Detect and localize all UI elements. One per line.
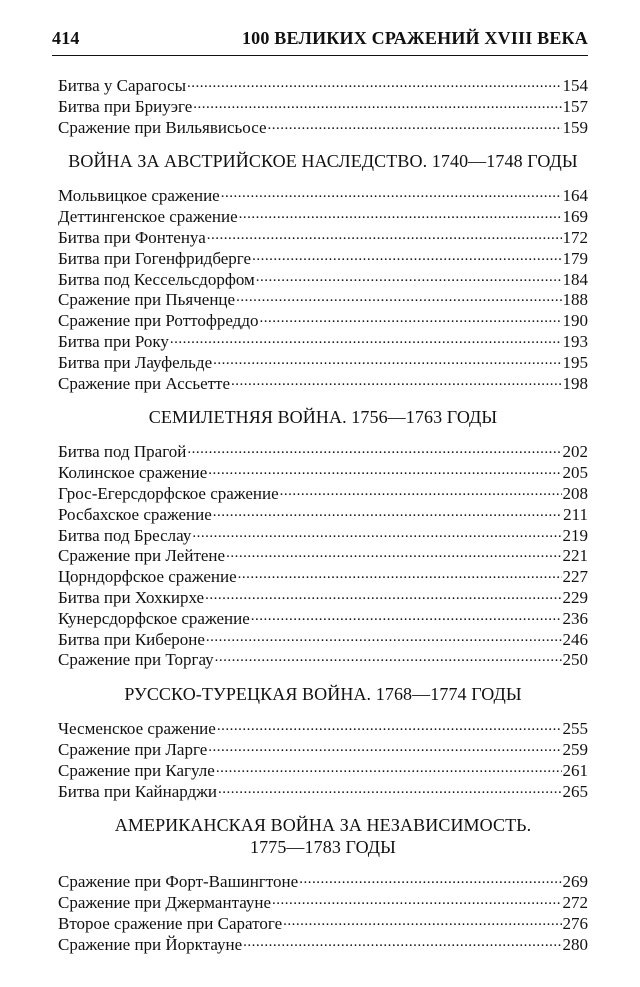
toc-section — [58, 683, 588, 800]
dot-leader — [268, 116, 562, 133]
dot-leader — [187, 74, 561, 91]
dot-leader — [280, 482, 562, 499]
page-number: 414 — [52, 28, 80, 48]
entry-title: Цорндорфское сражение — [58, 567, 237, 587]
toc-entry — [58, 184, 588, 205]
dot-leader — [221, 184, 562, 201]
dot-leader — [216, 759, 562, 776]
entry-list — [58, 74, 588, 136]
entry-title: Чесменское сражение — [58, 719, 216, 739]
entry-page-number: 172 — [562, 227, 588, 247]
entry-title: Сражение при Роттофреддо — [58, 311, 259, 331]
section-heading-line: РУССКО-ТУРЕЦКАЯ ВОЙНА. 1768—1774 ГОДЫ — [124, 684, 522, 705]
toc-section — [58, 406, 588, 669]
entry-page-number: 265 — [562, 781, 588, 801]
entry-list — [58, 440, 588, 669]
entry-title: Битва при Кайнарджи — [58, 781, 218, 801]
toc-entry — [58, 268, 588, 289]
entry-page-number: 164 — [562, 186, 588, 206]
entry-title: Битва при Фонтенуа — [58, 227, 206, 247]
toc-entry — [58, 759, 588, 780]
entry-page-number: 184 — [562, 269, 588, 289]
toc-entry — [58, 482, 588, 503]
entry-page-number: 193 — [562, 331, 588, 351]
entry-page-number: 211 — [563, 504, 588, 524]
toc-entry — [58, 912, 588, 933]
entry-title: Сражение при Вильявисьосе — [58, 117, 267, 137]
toc-entry — [58, 503, 588, 524]
entry-title: Сражение при Джермантауне — [58, 893, 272, 913]
entry-page-number: 246 — [562, 629, 588, 649]
toc-entry — [58, 544, 588, 565]
dot-leader — [259, 309, 561, 326]
entry-title: Битва под Бреслау — [58, 525, 192, 545]
dot-leader — [272, 891, 561, 908]
dot-leader — [208, 461, 561, 478]
entry-page-number: 188 — [562, 290, 588, 310]
entry-title: Кунерсдорфское сражение — [58, 608, 250, 628]
section-heading-line: 1775—1783 ГОДЫ — [250, 837, 396, 858]
book-title: 100 ВЕЛИКИХ СРАЖЕНИЙ XVIII ВЕКА — [241, 28, 588, 48]
toc-entry — [58, 524, 588, 545]
toc-entry — [58, 891, 588, 912]
entry-title: Сражение при Кагуле — [58, 760, 215, 780]
dot-leader — [252, 247, 561, 264]
dot-leader — [238, 565, 562, 582]
entry-list — [58, 870, 588, 953]
dot-leader — [192, 524, 561, 541]
toc-entry — [58, 461, 588, 482]
toc-entry — [58, 226, 588, 247]
toc-entry — [58, 933, 588, 954]
dot-leader — [187, 440, 561, 457]
entry-page-number: 179 — [562, 248, 588, 268]
section-heading — [58, 150, 588, 172]
entry-page-number: 227 — [562, 567, 588, 587]
entry-title: Сражение при Ларге — [58, 739, 208, 759]
dot-leader — [243, 933, 561, 950]
toc-entry — [58, 351, 588, 372]
entry-page-number: 261 — [562, 760, 588, 780]
dot-leader — [207, 226, 562, 243]
entry-title: Битва при Бриуэге — [58, 96, 193, 116]
entry-page-number: 276 — [562, 913, 588, 933]
entry-title: Второе сражение при Саратоге — [58, 913, 283, 933]
section-heading — [58, 406, 588, 428]
dot-leader — [205, 586, 561, 603]
toc-entry — [58, 372, 588, 393]
entry-page-number: 250 — [562, 650, 588, 670]
dot-leader — [217, 717, 562, 734]
dot-leader — [231, 372, 561, 389]
entry-title: Сражение при Пьяченце — [58, 290, 236, 310]
dot-leader — [170, 330, 562, 347]
dot-leader — [299, 870, 561, 887]
dot-leader — [239, 205, 562, 222]
section-heading — [58, 814, 588, 858]
dot-leader — [283, 912, 561, 929]
entry-page-number: 157 — [562, 96, 588, 116]
dot-leader — [251, 607, 562, 624]
toc-entry — [58, 205, 588, 226]
toc-entry — [58, 74, 588, 95]
table-of-contents — [58, 74, 588, 954]
section-heading — [58, 683, 588, 705]
section-heading-line: АМЕРИКАНСКАЯ ВОЙНА ЗА НЕЗАВИСИМОСТЬ. — [114, 815, 532, 836]
toc-entry — [58, 330, 588, 351]
entry-title: Росбахское сражение — [58, 504, 212, 524]
entry-page-number: 272 — [562, 893, 588, 913]
running-header — [52, 28, 588, 49]
dot-leader — [215, 648, 562, 665]
toc-section — [58, 74, 588, 136]
toc-entry — [58, 607, 588, 628]
dot-leader — [213, 351, 561, 368]
toc-entry — [58, 440, 588, 461]
dot-leader — [213, 503, 562, 520]
dot-leader — [226, 544, 561, 561]
section-heading-line: ВОЙНА ЗА АВСТРИЙСКОЕ НАСЛЕДСТВО. 1740—1748 ГОДЫ — [68, 151, 578, 172]
entry-page-number: 169 — [562, 207, 588, 227]
entry-page-number: 208 — [562, 483, 588, 503]
entry-list — [58, 717, 588, 800]
entry-title: Сражение при Ассьетте — [58, 373, 231, 393]
dot-leader — [208, 738, 561, 755]
entry-title: Битва при Гогенфридберге — [58, 248, 252, 268]
entry-title: Битва при Лауфельде — [58, 352, 213, 372]
dot-leader — [206, 628, 562, 645]
toc-entry — [58, 565, 588, 586]
entry-page-number: 202 — [562, 442, 588, 462]
dot-leader — [218, 780, 561, 797]
entry-page-number: 159 — [562, 117, 588, 137]
entry-title: Сражение при Йорктауне — [58, 934, 243, 954]
entry-page-number: 205 — [562, 463, 588, 483]
toc-entry — [58, 309, 588, 330]
entry-page-number: 190 — [562, 311, 588, 331]
entry-title: Сражение при Лейтене — [58, 546, 226, 566]
entry-title: Битва при Хохкирхе — [58, 587, 205, 607]
entry-title: Мольвицкое сражение — [58, 186, 220, 206]
entry-page-number: 280 — [562, 934, 588, 954]
entry-page-number: 259 — [562, 739, 588, 759]
entry-list — [58, 184, 588, 392]
toc-entry — [58, 628, 588, 649]
toc-entry — [58, 648, 588, 669]
toc-entry — [58, 870, 588, 891]
toc-section — [58, 814, 588, 953]
entry-title: Колинское сражение — [58, 463, 208, 483]
entry-page-number: 221 — [562, 546, 588, 566]
entry-page-number: 154 — [562, 76, 588, 95]
toc-section — [58, 150, 588, 392]
entry-page-number: 219 — [562, 525, 588, 545]
entry-page-number: 255 — [562, 719, 588, 739]
entry-title: Битва под Кессельсдорфом — [58, 269, 255, 289]
dot-leader — [193, 95, 561, 112]
toc-entry — [58, 95, 588, 116]
toc-entry — [58, 288, 588, 309]
dot-leader — [236, 288, 561, 305]
toc-entry — [58, 738, 588, 759]
entry-page-number: 198 — [562, 373, 588, 393]
entry-title: Сражение при Форт-Вашингтоне — [58, 872, 299, 892]
entry-title: Сражение при Торгау — [58, 650, 214, 670]
entry-title: Грос-Егерсдорфское сражение — [58, 483, 279, 503]
entry-title: Битва при Кибероне — [58, 629, 205, 649]
entry-page-number: 229 — [562, 587, 588, 607]
toc-entry — [58, 586, 588, 607]
entry-title: Деттингенское сражение — [58, 207, 238, 227]
toc-entry — [58, 717, 588, 738]
dot-leader — [256, 268, 562, 285]
entry-title: Битва под Прагой — [58, 442, 187, 462]
header-rule — [52, 55, 588, 56]
toc-entry — [58, 780, 588, 801]
entry-page-number: 195 — [562, 352, 588, 372]
toc-entry — [58, 116, 588, 137]
entry-title: Битва у Сарагосы — [58, 76, 187, 95]
entry-page-number: 236 — [562, 608, 588, 628]
section-heading-line: СЕМИЛЕТНЯЯ ВОЙНА. 1756—1763 ГОДЫ — [148, 407, 498, 428]
entry-title: Битва при Року — [58, 331, 169, 351]
entry-page-number: 269 — [562, 872, 588, 892]
toc-entry — [58, 247, 588, 268]
